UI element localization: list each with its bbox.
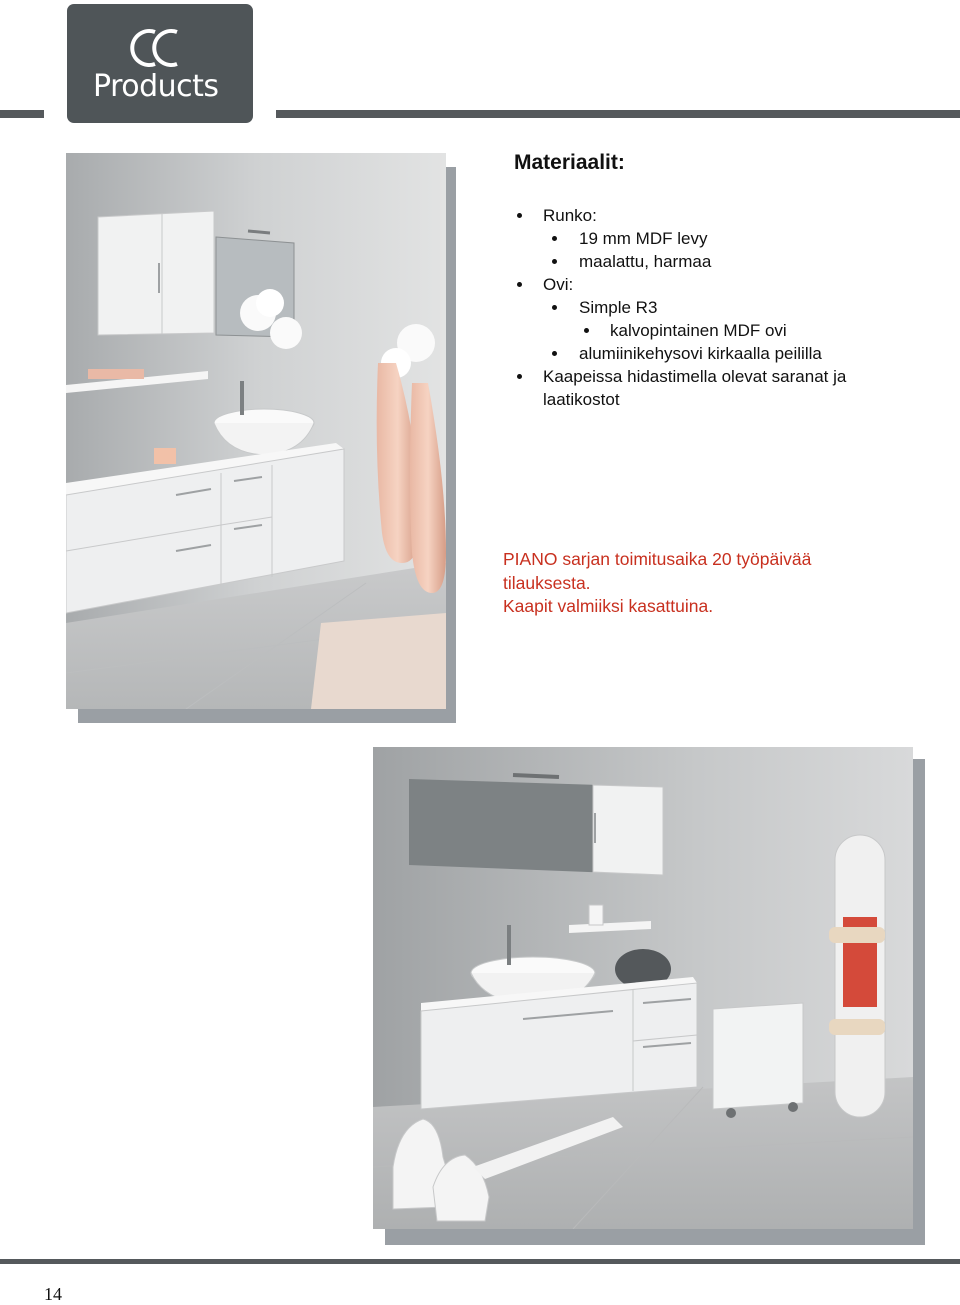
notice-line: PIANO sarjan toimitusaika 20 työpäivää	[503, 549, 812, 569]
bullet-icon	[517, 374, 522, 379]
list-item-text: Simple R3	[579, 298, 658, 317]
delivery-notice	[503, 548, 923, 619]
bullet-icon	[552, 305, 557, 310]
list-item-text: Kaapeissa hidastimella olevat saranat ja	[543, 367, 847, 386]
list-item	[514, 342, 944, 365]
list-item-text: alumiinikehysovi kirkaalla peililla	[579, 344, 822, 363]
list-item-continuation	[514, 388, 944, 411]
notice-line: Kaapit valmiiksi kasattuina.	[503, 596, 714, 616]
list-item-text: Runko:	[543, 206, 597, 225]
cc-products-logo	[67, 4, 253, 123]
bullet-icon	[552, 236, 557, 241]
list-item-text: Ovi:	[543, 275, 574, 294]
list-item-text: kalvopintainen MDF ovi	[610, 321, 787, 340]
header-rule-left	[0, 110, 44, 118]
list-item	[514, 365, 944, 388]
list-item	[514, 250, 944, 273]
bathroom-photo-2	[373, 747, 925, 1245]
cc-logo-mark	[127, 26, 197, 70]
list-item-text: maalattu, harmaa	[579, 252, 712, 271]
notice-line: tilauksesta.	[503, 572, 591, 593]
bathroom-photo-1	[66, 153, 456, 723]
bullet-icon	[552, 351, 557, 356]
bullet-icon	[517, 282, 522, 287]
list-item	[514, 319, 944, 342]
logo-wordmark: Products	[93, 69, 219, 104]
materials-list	[514, 204, 944, 411]
bullet-icon	[552, 259, 557, 264]
list-item-text: laatikostot	[543, 390, 620, 409]
page-number: 14	[44, 1284, 62, 1304]
bullet-icon	[584, 328, 589, 333]
materials-heading: Materiaalit:	[514, 151, 625, 174]
header-rule-right	[276, 110, 960, 118]
list-item-text: 19 mm MDF levy	[579, 229, 708, 248]
bullet-icon	[517, 213, 522, 218]
list-item	[514, 273, 944, 296]
list-item	[514, 296, 944, 319]
list-item	[514, 204, 944, 227]
list-item	[514, 227, 944, 250]
footer-rule	[0, 1259, 960, 1264]
